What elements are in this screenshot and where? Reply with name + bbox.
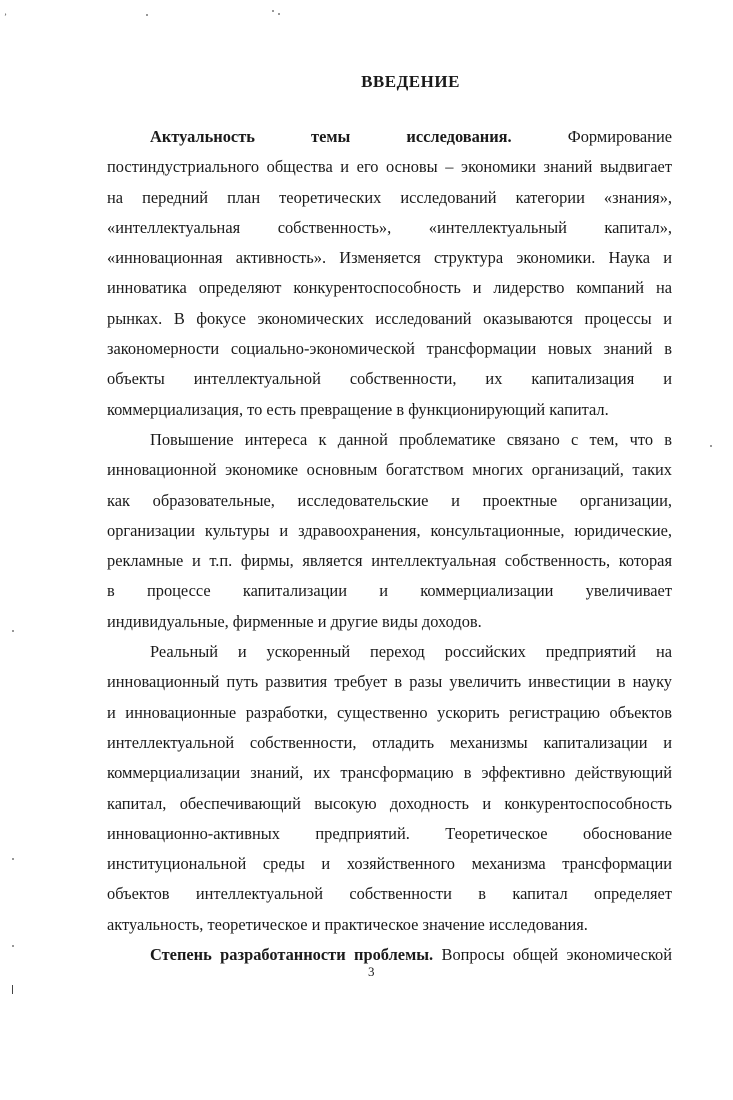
text-line: объекты интеллектуальной собственности, их капитализация и (107, 369, 672, 389)
text-line: «инновационная активность». Изменяется структура экономики. Наука и (107, 248, 672, 268)
text-line: инноватика определяют конкурентоспособность и лидерство компаний на (107, 278, 672, 298)
page-number: 3 (368, 964, 375, 979)
paragraph-1-lead-line (107, 122, 672, 152)
text-line: «интеллектуальная собственность», «интеллектуальный капитал», (107, 217, 672, 237)
text-line: инновационной экономике основным богатством многих организаций, таких (107, 460, 672, 480)
paragraph-4-lead-line (107, 940, 672, 970)
text-line: на передний план теоретических исследований категории «знания», (107, 187, 672, 207)
text-line: в процессе капитализации и коммерциализации увеличивает (107, 581, 672, 601)
text-line: рекламные и т.п. фирмы, является интеллектуальная собственность, которая (107, 551, 672, 571)
document-body (107, 122, 672, 970)
scan-artifact (710, 445, 712, 447)
section-heading-relevance: Актуальность темы исследования. (150, 127, 512, 146)
text-line: коммерциализации знаний, их трансформацию в эффективно действующий (107, 763, 672, 783)
scan-artifact (12, 945, 14, 947)
text-line: организации культуры и здравоохранения, консультационные, юридические, (107, 520, 672, 540)
scan-artifact (12, 858, 14, 860)
scan-artifact: ʼ (4, 12, 7, 22)
text-line: постиндустриального общества и его основы – экономики знаний выдвигает (107, 157, 672, 177)
text-line: интеллектуальной собственности, отладить механизмы капитализации и (107, 732, 672, 752)
text-line: коммерциализация, то есть превращение в функционирующий капитал. (107, 399, 609, 419)
scan-artifact (12, 985, 13, 994)
text-line: инновационно-активных предприятий. Теоретическое обоснование (107, 823, 672, 843)
text-line: Повышение интереса к данной проблематике связано с тем, что в (150, 429, 672, 449)
text-line: институциональной среды и хозяйственного механизма трансформации (107, 854, 672, 874)
text-line: и инновационные разработки, существенно ускорить регистрацию объектов (107, 702, 672, 722)
scan-artifact (12, 630, 14, 632)
scan-artifact (278, 13, 280, 15)
paragraph-4-lead-rest: Вопросы общей экономической (441, 945, 672, 965)
text-line: актуальность, теоретическое и практическое значение исследования. (107, 914, 588, 934)
text-line: рынках. В фокусе экономических исследований оказываются процессы и (107, 308, 672, 328)
text-line: объектов интеллектуальной собственности в капитал определяет (107, 884, 672, 904)
text-line: капитал, обеспечивающий высокую доходность и конкурентоспособность (107, 793, 672, 813)
paragraph-1-lead-rest: Формирование (567, 127, 672, 146)
text-line: инновационный путь развития требует в разы увеличить инвестиции в науку (107, 672, 672, 692)
scan-artifact (146, 14, 148, 16)
text-line: индивидуальные, фирменные и другие виды доходов. (107, 611, 482, 631)
text-line: как образовательные, исследовательские и проектные организации, (107, 490, 672, 510)
page-title: ВВЕДЕНИЕ (361, 72, 460, 91)
scan-artifact (272, 10, 274, 12)
section-heading-development: Степень разработанности проблемы. (150, 945, 434, 965)
text-line: Реальный и ускоренный переход российских предприятий на (150, 642, 672, 662)
text-line: закономерности социально-экономической трансформации новых знаний в (107, 339, 672, 359)
